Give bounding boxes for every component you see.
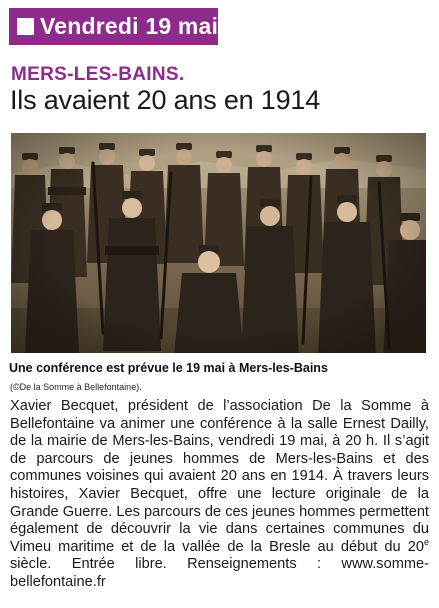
- article-kicker: MERS-LES-BAINS.: [11, 64, 185, 85]
- article-body-part-2: siècle. Entrée libre. Renseignements : www.somme-bellefontaine.fr: [10, 556, 429, 590]
- article-photo: [11, 133, 426, 353]
- photo-credit: (©De la Somme à Bellefontaine).: [10, 382, 142, 392]
- square-bullet-icon: [17, 18, 34, 35]
- article-body: [10, 398, 429, 592]
- day-banner: [9, 8, 218, 45]
- photo-caption: Une conférence est prévue le 19 mai à Mers-les-Bains: [9, 361, 328, 375]
- article-headline: Ils avaient 20 ans en 1914: [10, 85, 321, 115]
- article-body-part-1: Xavier Becquet, président de l’association De la Somme à Bellefontaine va animer une conférence à la salle Ernest Dailly, de la mairie de Mers-les-Bains, vendredi 19 mai, à 20 h. Il s’agit de parcours de jeunes hommes de Mers-les-Bains et des communes voisines qui avaient 20 ans en 1914. À travers leurs histoires, Xavier Becquet, offre une lecture originale de la Grande Guerre. Les parcours de ces jeunes hommes permettent également de découvrir la vie dans certaines communes du Vimeu maritime et de la vallée de la Bresle au début du 20: [10, 398, 429, 555]
- century-superscript: e: [423, 536, 429, 547]
- day-label: Vendredi 19 mai: [40, 13, 219, 39]
